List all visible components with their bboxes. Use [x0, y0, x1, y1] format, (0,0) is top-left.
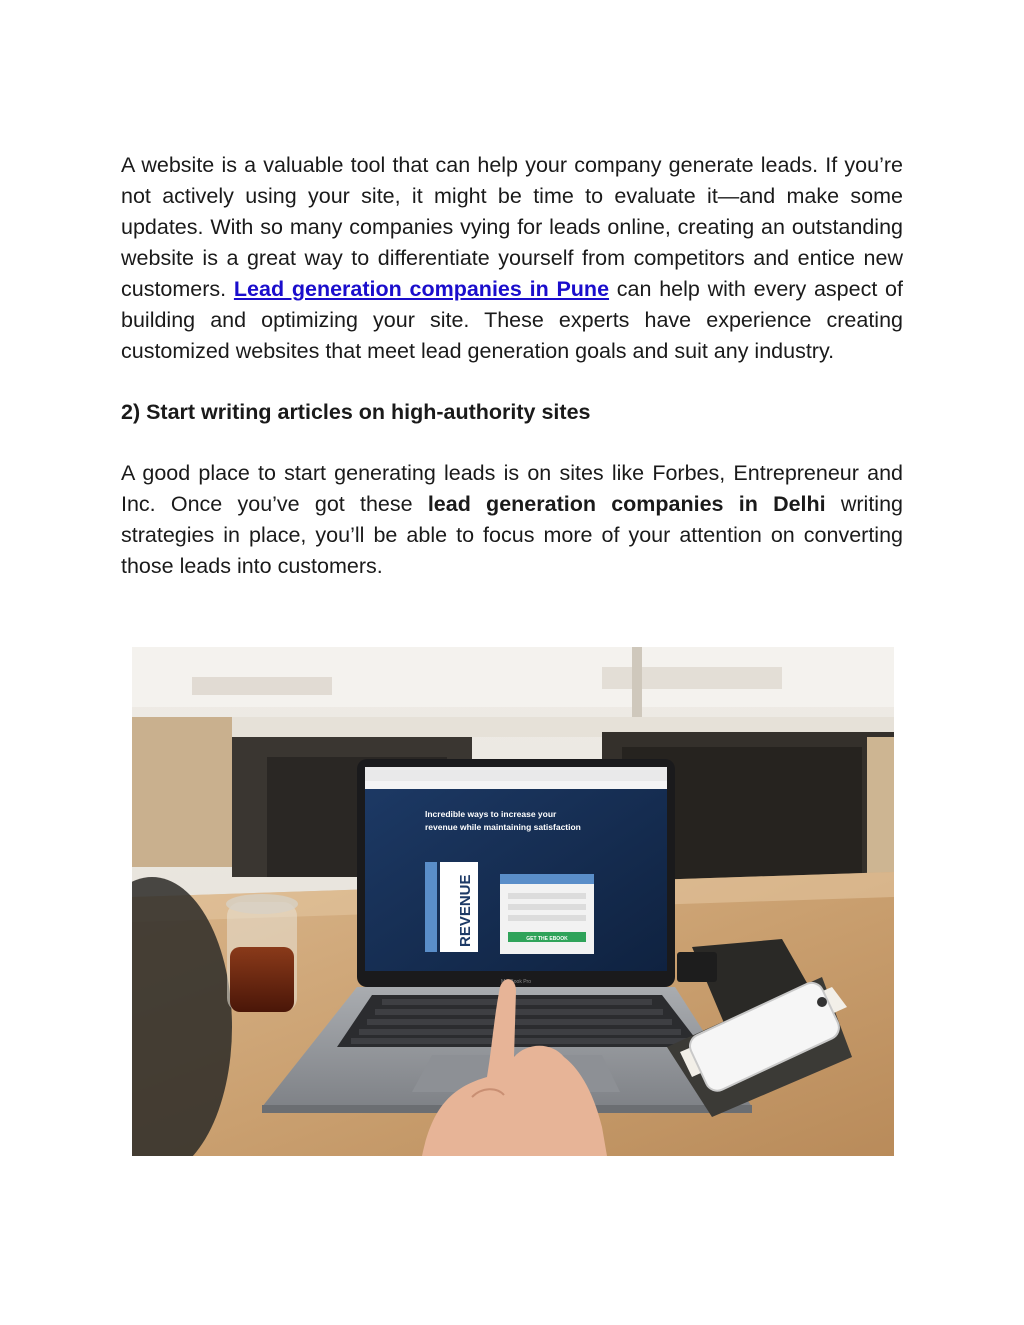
screen-headline-1: Incredible ways to increase your — [425, 809, 557, 819]
screen-vertical-word: REVENUE — [457, 874, 474, 947]
laptop-photo — [132, 647, 894, 1156]
lead-generation-pune-link[interactable]: Lead generation companies in Pune — [233, 277, 610, 301]
paragraph-articles — [121, 458, 903, 582]
paragraph-articles-text-2: writing strategies in place, you’ll be able to focus more of your attention on converting those leads into customers. — [121, 492, 903, 578]
screen-button: GET THE EBOOK — [526, 936, 568, 942]
lead-generation-delhi-bold: lead generation companies in Delhi — [427, 492, 826, 516]
text-content — [121, 150, 903, 582]
paragraph-intro — [121, 150, 903, 367]
screen-headline-2: revenue while maintaining satisfaction — [425, 822, 581, 832]
paragraph-intro-text-1: A website is a valuable tool that can help your company generate leads. If you’re not actively using your site, it might be time to evaluate it—and make some updates. With so many companies vying for leads online, creating an outstanding website is a great way to differentiate yourself from competitors and entice new customers. — [121, 153, 903, 301]
laptop-brand: MacBook Pro — [500, 979, 532, 985]
paragraph-intro-text-2: can help with every aspect of building and optimizing your site. These experts have experience creating customized websites that meet lead generation goals and suit any industry. — [121, 277, 903, 363]
paragraph-articles-text-1: A good place to start generating leads is on sites like Forbes, Entrepreneur and Inc. Once you’ve got these — [121, 461, 903, 516]
section-heading: 2) Start writing articles on high-authority sites — [121, 400, 591, 424]
